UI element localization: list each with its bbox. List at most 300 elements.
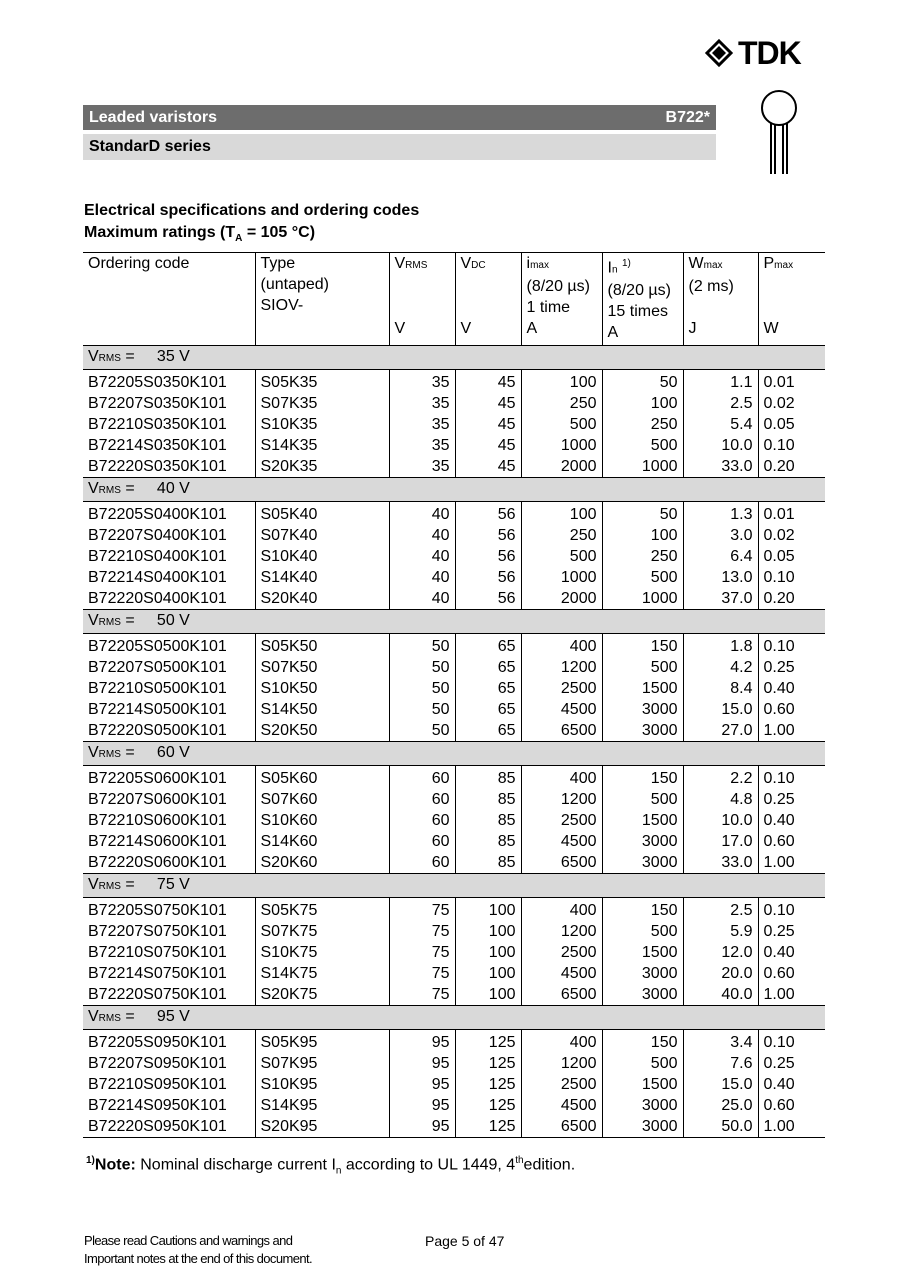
table-cell: S07K40 — [255, 525, 389, 546]
table-cell: 85 — [455, 810, 521, 831]
table-cell: 3000 — [602, 963, 683, 984]
table-cell: B72220S0500K101 — [88, 722, 227, 739]
column-header: Wmax (2 ms) J — [683, 253, 758, 346]
table-cell: 4500 — [521, 1095, 602, 1116]
table-cell: 100 — [455, 898, 521, 922]
table-row — [83, 963, 825, 984]
table-cell: 150 — [602, 898, 683, 922]
table-cell: 2.2 — [683, 766, 758, 790]
section-title-line1: Electrical specifications and ordering codes — [84, 202, 420, 219]
table-cell: 4.2 — [683, 657, 758, 678]
footnote-label: Note: — [94, 1156, 136, 1174]
table-row — [83, 1116, 825, 1138]
table-cell: 0.10 — [758, 1030, 825, 1054]
table-cell: 10.0 — [683, 810, 758, 831]
table-cell: 0.02 — [758, 525, 825, 546]
table-row — [83, 852, 825, 874]
table-cell: S07K60 — [255, 789, 389, 810]
table-cell: 95 — [389, 1116, 455, 1138]
group-label: VRMS = 75 V — [83, 874, 825, 898]
table-cell: B72207S0350K101 — [88, 395, 227, 412]
table-cell: S05K60 — [255, 766, 389, 790]
table-cell: B72207S0750K101 — [88, 923, 227, 940]
table-cell: S20K95 — [255, 1116, 389, 1138]
table-cell: 25.0 — [683, 1095, 758, 1116]
section-title — [84, 200, 419, 250]
table-row — [83, 678, 825, 699]
table-cell: 75 — [389, 984, 455, 1006]
table-cell: B72205S0750K101 — [88, 902, 227, 919]
table-cell: 250 — [602, 546, 683, 567]
table-cell: 0.20 — [758, 456, 825, 478]
table-cell: 56 — [455, 567, 521, 588]
table-cell: 1500 — [602, 1074, 683, 1095]
table-cell: 85 — [455, 789, 521, 810]
table-cell: 12.0 — [683, 942, 758, 963]
table-cell: B72205S0600K101 — [88, 770, 227, 787]
table-cell: S05K95 — [255, 1030, 389, 1054]
table-row — [83, 456, 825, 478]
table-cell: S10K40 — [255, 546, 389, 567]
table-cell: 0.25 — [758, 789, 825, 810]
table-cell: 50 — [602, 370, 683, 394]
table-cell: S10K35 — [255, 414, 389, 435]
table-cell: B72205S0350K101 — [88, 374, 227, 391]
product-line-band — [83, 105, 716, 130]
table-row — [83, 435, 825, 456]
table-cell: 65 — [455, 720, 521, 742]
table-cell: 100 — [455, 921, 521, 942]
table-cell: 250 — [521, 525, 602, 546]
group-label: VRMS = 40 V — [83, 478, 825, 502]
table-cell: 100 — [455, 942, 521, 963]
table-cell: 35 — [389, 435, 455, 456]
table-cell: S05K50 — [255, 634, 389, 658]
table-cell: 75 — [389, 921, 455, 942]
table-cell: B72210S0350K101 — [88, 416, 227, 433]
table-row — [83, 699, 825, 720]
table-cell: 0.40 — [758, 1074, 825, 1095]
table-cell: S10K75 — [255, 942, 389, 963]
table-cell: S14K95 — [255, 1095, 389, 1116]
table-cell: S20K40 — [255, 588, 389, 610]
table-cell: 0.25 — [758, 1053, 825, 1074]
table-cell: 500 — [602, 921, 683, 942]
table-cell: 35 — [389, 456, 455, 478]
table-cell: 7.6 — [683, 1053, 758, 1074]
table-row — [83, 831, 825, 852]
table-cell: 6500 — [521, 984, 602, 1006]
table-cell: 125 — [455, 1116, 521, 1138]
table-cell: 150 — [602, 1030, 683, 1054]
table-row — [83, 502, 825, 526]
table-cell: 0.10 — [758, 898, 825, 922]
group-label: VRMS = 95 V — [83, 1006, 825, 1030]
product-code: B722* — [665, 109, 710, 126]
tdk-logo-icon — [704, 38, 734, 68]
group-header-row — [83, 478, 825, 502]
table-cell: 50 — [389, 699, 455, 720]
table-cell: B72214S0750K101 — [88, 965, 227, 982]
table-cell: 100 — [521, 502, 602, 526]
table-cell: 75 — [389, 942, 455, 963]
table-cell: 40 — [389, 546, 455, 567]
table-cell: 6.4 — [683, 546, 758, 567]
table-cell: 2000 — [521, 588, 602, 610]
table-cell: 400 — [521, 1030, 602, 1054]
table-cell: 250 — [602, 414, 683, 435]
table-cell: 400 — [521, 766, 602, 790]
table-cell: 0.60 — [758, 963, 825, 984]
table-cell: 4500 — [521, 963, 602, 984]
table-cell: 60 — [389, 852, 455, 874]
table-row — [83, 984, 825, 1006]
table-row — [83, 657, 825, 678]
table-cell: S14K40 — [255, 567, 389, 588]
table-cell: B72205S0500K101 — [88, 638, 227, 655]
table-cell: 50.0 — [683, 1116, 758, 1138]
table-cell: 0.10 — [758, 435, 825, 456]
table-cell: 95 — [389, 1053, 455, 1074]
table-cell: 100 — [521, 370, 602, 394]
table-cell: 65 — [455, 634, 521, 658]
footnote-marker: 1) — [86, 1155, 95, 1166]
table-cell: 3000 — [602, 699, 683, 720]
table-cell: 0.60 — [758, 831, 825, 852]
table-cell: 56 — [455, 546, 521, 567]
table-row — [83, 1074, 825, 1095]
table-cell: S07K75 — [255, 921, 389, 942]
table-cell: 56 — [455, 588, 521, 610]
table-cell: 3.4 — [683, 1030, 758, 1054]
tdk-logo — [704, 35, 801, 71]
table-cell: 8.4 — [683, 678, 758, 699]
table-cell: 35 — [389, 414, 455, 435]
table-cell: 37.0 — [683, 588, 758, 610]
table-row — [83, 942, 825, 963]
table-cell: B72220S0400K101 — [88, 590, 227, 607]
table-cell: 60 — [389, 810, 455, 831]
table-cell: 60 — [389, 831, 455, 852]
table-cell: 65 — [455, 678, 521, 699]
table-cell: B72214S0400K101 — [88, 569, 227, 586]
table-row — [83, 789, 825, 810]
table-cell: 1.1 — [683, 370, 758, 394]
group-header-row — [83, 874, 825, 898]
table-cell: 1200 — [521, 1053, 602, 1074]
table-cell: 3000 — [602, 984, 683, 1006]
table-row — [83, 1095, 825, 1116]
table-cell: B72214S0350K101 — [88, 437, 227, 454]
column-header: Pmax W — [758, 253, 825, 346]
ratings-table — [83, 252, 825, 1138]
table-cell: 1200 — [521, 657, 602, 678]
table-cell: 3000 — [602, 1116, 683, 1138]
table-cell: 1000 — [521, 435, 602, 456]
table-cell: B72214S0500K101 — [88, 701, 227, 718]
table-cell: 2000 — [521, 456, 602, 478]
table-row — [83, 766, 825, 790]
table-cell: 95 — [389, 1095, 455, 1116]
table-row — [83, 588, 825, 610]
table-cell: 10.0 — [683, 435, 758, 456]
table-cell: S14K35 — [255, 435, 389, 456]
group-header-row — [83, 346, 825, 370]
table-cell: B72210S0600K101 — [88, 812, 227, 829]
table-cell: 35 — [389, 393, 455, 414]
table-cell: 1000 — [602, 456, 683, 478]
table-cell: S07K95 — [255, 1053, 389, 1074]
footnote: $^{1)}$Note: Nominal discharge current $I_n$ according to UL 1449, 4thedition. — [86, 1155, 576, 1177]
table-cell: 1200 — [521, 921, 602, 942]
table-cell: 27.0 — [683, 720, 758, 742]
table-cell: S07K35 — [255, 393, 389, 414]
table-cell: 65 — [455, 657, 521, 678]
group-header-row — [83, 1006, 825, 1030]
table-row — [83, 546, 825, 567]
table-cell: 50 — [389, 720, 455, 742]
table-cell: S05K75 — [255, 898, 389, 922]
table-cell: 500 — [602, 567, 683, 588]
table-cell: S20K35 — [255, 456, 389, 478]
table-cell: 0.25 — [758, 657, 825, 678]
table-cell: 0.20 — [758, 588, 825, 610]
table-cell: 85 — [455, 852, 521, 874]
table-cell: 45 — [455, 393, 521, 414]
group-header-row — [83, 610, 825, 634]
table-cell: 400 — [521, 898, 602, 922]
table-cell: 40 — [389, 502, 455, 526]
group-label: VRMS = 35 V — [83, 346, 825, 370]
table-cell: 1.3 — [683, 502, 758, 526]
table-cell: 0.10 — [758, 634, 825, 658]
table-cell: 35 — [389, 370, 455, 394]
table-cell: 0.10 — [758, 766, 825, 790]
table-cell: 100 — [602, 393, 683, 414]
table-cell: B72205S0400K101 — [88, 506, 227, 523]
page-number: Page 5 of 47 — [425, 1233, 505, 1249]
table-cell: 6500 — [521, 1116, 602, 1138]
table-cell: 56 — [455, 502, 521, 526]
table-cell: 50 — [389, 634, 455, 658]
table-cell: 40.0 — [683, 984, 758, 1006]
table-cell: S20K60 — [255, 852, 389, 874]
table-cell: 3.0 — [683, 525, 758, 546]
table-cell: B72207S0400K101 — [88, 527, 227, 544]
table-header-row — [83, 253, 825, 346]
table-cell: 3000 — [602, 720, 683, 742]
table-cell: 1.00 — [758, 720, 825, 742]
table-cell: 1000 — [521, 567, 602, 588]
table-cell: 0.40 — [758, 942, 825, 963]
column-header: VRMS V — [389, 253, 455, 346]
table-cell: 1500 — [602, 678, 683, 699]
table-row — [83, 414, 825, 435]
table-cell: 0.40 — [758, 810, 825, 831]
table-cell: 75 — [389, 963, 455, 984]
table-cell: 0.05 — [758, 414, 825, 435]
table-cell: 33.0 — [683, 852, 758, 874]
table-cell: 0.05 — [758, 546, 825, 567]
table-cell: 1000 — [602, 588, 683, 610]
table-cell: 2500 — [521, 678, 602, 699]
product-line-title: Leaded varistors — [89, 109, 218, 126]
table-cell: 17.0 — [683, 831, 758, 852]
series-band — [83, 134, 716, 160]
table-cell: 1.8 — [683, 634, 758, 658]
table-cell: S14K60 — [255, 831, 389, 852]
column-header: In $^{1)}$ (8/20 µs) 15 times A — [602, 253, 683, 346]
table-row — [83, 393, 825, 414]
table-cell: 500 — [521, 414, 602, 435]
table-cell: 4500 — [521, 699, 602, 720]
table-cell: 40 — [389, 588, 455, 610]
table-cell: B72220S0350K101 — [88, 458, 227, 475]
table-cell: 0.01 — [758, 370, 825, 394]
table-cell: 1200 — [521, 789, 602, 810]
table-cell: 150 — [602, 766, 683, 790]
table-cell: 500 — [602, 435, 683, 456]
table-cell: 5.4 — [683, 414, 758, 435]
table-row — [83, 810, 825, 831]
leaded-varistor-icon — [758, 88, 800, 178]
table-cell: 6500 — [521, 720, 602, 742]
table-cell: 85 — [455, 766, 521, 790]
table-row — [83, 720, 825, 742]
table-cell: 150 — [602, 634, 683, 658]
table-cell: 45 — [455, 435, 521, 456]
table-cell: B72214S0950K101 — [88, 1097, 227, 1114]
table-cell: 60 — [389, 766, 455, 790]
table-cell: B72220S0600K101 — [88, 854, 227, 871]
group-label: VRMS = 50 V — [83, 610, 825, 634]
table-cell: 3000 — [602, 1095, 683, 1116]
table-cell: 0.02 — [758, 393, 825, 414]
table-cell: B72210S0500K101 — [88, 680, 227, 697]
table-cell: 100 — [455, 963, 521, 984]
table-cell: 125 — [455, 1030, 521, 1054]
table-cell: 2500 — [521, 942, 602, 963]
table-cell: 45 — [455, 456, 521, 478]
table-row — [83, 634, 825, 658]
column-header: Type (untaped) SIOV- — [255, 253, 389, 346]
table-cell: 100 — [602, 525, 683, 546]
table-cell: 0.25 — [758, 921, 825, 942]
table-cell: 45 — [455, 414, 521, 435]
column-header: imax (8/20 µs) 1 time A — [521, 253, 602, 346]
table-cell: 0.01 — [758, 502, 825, 526]
table-cell: 45 — [455, 370, 521, 394]
table-cell: S10K50 — [255, 678, 389, 699]
table-cell: 40 — [389, 567, 455, 588]
table-cell: 2.5 — [683, 393, 758, 414]
table-cell: 40 — [389, 525, 455, 546]
table-cell: 95 — [389, 1030, 455, 1054]
table-cell: 6500 — [521, 852, 602, 874]
table-cell: B72220S0950K101 — [83, 1116, 255, 1138]
table-cell: S05K35 — [255, 370, 389, 394]
table-cell: B72220S0750K101 — [88, 986, 227, 1003]
table-cell: 2500 — [521, 1074, 602, 1095]
column-header: Ordering code — [83, 253, 255, 346]
group-header-row — [83, 742, 825, 766]
table-cell: 85 — [455, 831, 521, 852]
table-cell: 500 — [602, 789, 683, 810]
table-cell: 4500 — [521, 831, 602, 852]
table-cell: 0.60 — [758, 699, 825, 720]
table-cell: B72207S0600K101 — [88, 791, 227, 808]
table-row — [83, 1030, 825, 1054]
table-cell: 56 — [455, 525, 521, 546]
group-label: VRMS = 60 V — [83, 742, 825, 766]
table-row — [83, 567, 825, 588]
table-cell: 250 — [521, 393, 602, 414]
table-cell: B72205S0950K101 — [88, 1034, 227, 1051]
table-cell: 0.40 — [758, 678, 825, 699]
table-cell: 1500 — [602, 942, 683, 963]
table-row — [83, 370, 825, 394]
table-cell: 500 — [602, 657, 683, 678]
table-cell: B72210S0950K101 — [88, 1076, 227, 1093]
table-cell: 1.00 — [758, 1116, 825, 1138]
table-cell: 33.0 — [683, 456, 758, 478]
table-cell: 3000 — [602, 831, 683, 852]
table-cell: S14K50 — [255, 699, 389, 720]
table-cell: 500 — [602, 1053, 683, 1074]
table-cell: 5.9 — [683, 921, 758, 942]
table-cell: S10K95 — [255, 1074, 389, 1095]
table-cell: B72207S0500K101 — [88, 659, 227, 676]
table-cell: 50 — [389, 657, 455, 678]
table-cell: 75 — [389, 898, 455, 922]
table-cell: 500 — [521, 546, 602, 567]
table-cell: 60 — [389, 789, 455, 810]
table-row — [83, 921, 825, 942]
table-cell: 125 — [455, 1095, 521, 1116]
series-title: StandarD series — [89, 138, 211, 155]
logo-text: TDK — [738, 35, 801, 71]
table-cell: 50 — [602, 502, 683, 526]
section-title-line2: Maximum ratings ($T_A = 105$ °C) — [84, 224, 316, 245]
table-cell: 400 — [521, 634, 602, 658]
table-row — [83, 525, 825, 546]
table-cell: S07K50 — [255, 657, 389, 678]
table-cell: 4.8 — [683, 789, 758, 810]
table-cell: B72210S0400K101 — [88, 548, 227, 565]
table-cell: B72214S0600K101 — [88, 833, 227, 850]
table-cell: 2500 — [521, 810, 602, 831]
table-cell: 1500 — [602, 810, 683, 831]
table-cell: S10K60 — [255, 810, 389, 831]
table-cell: 100 — [455, 984, 521, 1006]
table-cell: S14K75 — [255, 963, 389, 984]
table-row — [83, 898, 825, 922]
table-cell: 20.0 — [683, 963, 758, 984]
table-cell: S20K50 — [255, 720, 389, 742]
table-cell: S05K40 — [255, 502, 389, 526]
table-cell: 125 — [455, 1053, 521, 1074]
table-cell: 65 — [455, 699, 521, 720]
table-cell: 15.0 — [683, 699, 758, 720]
table-cell: S20K75 — [255, 984, 389, 1006]
table-row — [83, 1053, 825, 1074]
table-cell: B72207S0950K101 — [88, 1055, 227, 1072]
table-cell: 2.5 — [683, 898, 758, 922]
table-cell: B72210S0750K101 — [88, 944, 227, 961]
table-cell: 0.10 — [758, 567, 825, 588]
table-cell: 1.00 — [758, 984, 825, 1006]
table-cell: 0.60 — [758, 1095, 825, 1116]
